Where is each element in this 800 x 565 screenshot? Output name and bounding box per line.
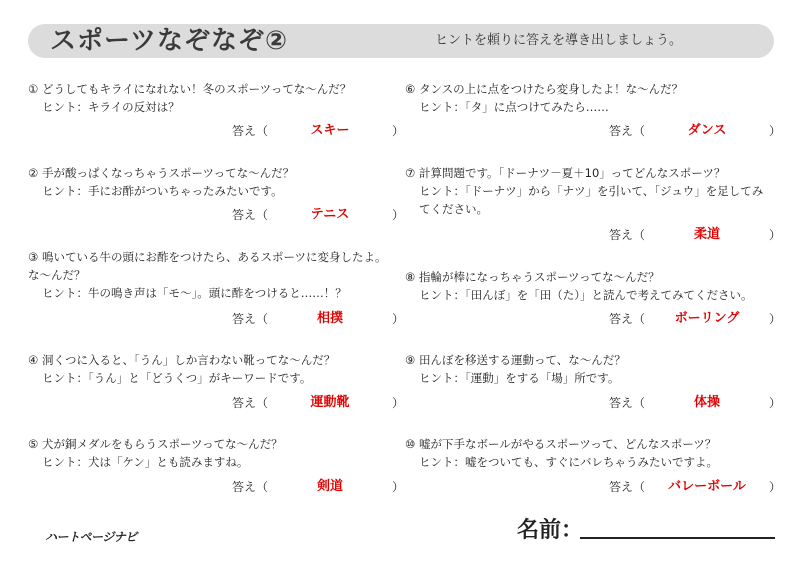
answer-value: 柔道 xyxy=(693,227,720,242)
question-text: ⑤ 犬が銅メダルをもらうスポーツってな〜んだ？ xyxy=(28,437,283,451)
answer-row xyxy=(405,478,782,496)
answer-row xyxy=(405,310,782,328)
answer-value: ボーリング xyxy=(674,311,740,326)
question-text: ⑦ 計算問題です。「ドーナツ－夏＋10」ってどんなスポーツ？ xyxy=(405,166,726,180)
question-5 xyxy=(28,435,405,494)
answer-close: ） xyxy=(769,480,782,494)
site-logo: ハートページナビ xyxy=(45,530,137,544)
question-hint: ヒント：手にお酢がついちゃったみたいです。 xyxy=(42,184,283,198)
answer-close: ） xyxy=(392,208,405,222)
answer-label: 答え（ xyxy=(609,396,646,410)
question-text: ③ 鳴いている牛の頭にお酢をつけたら、あるスポーツに変身したよ。な〜んだ？ xyxy=(28,250,387,282)
answer-close: ） xyxy=(392,312,405,326)
answer-label: 答え（ xyxy=(609,480,646,494)
answer-row xyxy=(28,394,405,412)
question-hint: ヒント：「タ」に点つけてみたら…… xyxy=(419,100,609,114)
question-2 xyxy=(28,164,405,222)
question-7 xyxy=(405,164,782,242)
name-label: 名前： xyxy=(517,518,584,543)
answer-label: 答え（ xyxy=(232,124,269,138)
answer-value: 相撲 xyxy=(316,311,343,326)
answer-row xyxy=(28,122,405,140)
page-title: スポーツなぞなぞ② xyxy=(50,26,288,56)
answer-row xyxy=(28,206,405,224)
title-banner xyxy=(28,24,774,58)
question-text: ⑩ 嘘が下手なボールがやるスポーツって、どんなスポーツ？ xyxy=(405,437,717,451)
answer-close: ） xyxy=(769,228,782,242)
answer-row xyxy=(405,394,782,412)
question-hint: ヒント：キライの反対は？ xyxy=(42,100,180,114)
answer-value: ダンス xyxy=(687,123,727,138)
question-6 xyxy=(405,80,782,138)
answer-value: スキー xyxy=(310,123,350,138)
answer-label: 答え（ xyxy=(232,480,269,494)
answer-label: 答え（ xyxy=(232,208,269,222)
answer-close: ） xyxy=(392,124,405,138)
question-hint: ヒント：嘘をついても、すぐにバレちゃうみたいですよ。 xyxy=(419,455,718,469)
answer-label: 答え（ xyxy=(609,312,646,326)
question-10 xyxy=(405,435,782,494)
question-hint: ヒント：「うん」と「どうくつ」がキーワードです。 xyxy=(42,371,312,385)
answer-close: ） xyxy=(392,480,405,494)
answer-value: 運動靴 xyxy=(310,395,350,410)
answer-label: 答え（ xyxy=(609,124,646,138)
answer-label: 答え（ xyxy=(609,228,646,242)
answer-value: 剣道 xyxy=(316,479,343,494)
question-text: ⑥ タンスの上に点をつけたら変身したよ！な〜んだ？ xyxy=(405,82,684,96)
answer-label: 答え（ xyxy=(232,312,269,326)
question-hint: ヒント：牛の鳴き声は「モ〜」。頭に酢をつけると……！？ xyxy=(42,286,347,300)
question-hint: ヒント：「運動」をする「場」所です。 xyxy=(419,371,620,385)
question-1 xyxy=(28,80,405,138)
answer-value: テニス xyxy=(310,207,350,222)
question-hint: ヒント：犬は「ケン」とも読みますね。 xyxy=(42,455,249,469)
answer-close: ） xyxy=(392,396,405,410)
answer-row xyxy=(405,122,782,140)
name-write-line xyxy=(580,537,775,539)
question-8 xyxy=(405,268,782,326)
answer-row xyxy=(405,226,782,244)
question-text: ① どうしてもキライになれない！冬のスポーツってな〜んだ？ xyxy=(28,82,352,96)
answer-value: 体操 xyxy=(693,395,720,410)
question-text: ⑨ 田んぼを移送する運動って、な〜んだ？ xyxy=(405,353,626,367)
question-text: ④ 洞くつに入ると、「うん」しか言わない靴ってな〜んだ？ xyxy=(28,353,336,367)
answer-row xyxy=(28,478,405,496)
question-9 xyxy=(405,351,782,410)
answer-row xyxy=(28,310,405,328)
question-3 xyxy=(28,248,405,326)
question-hint: ヒント：「田んぼ」を「田（た）」と読んで考えてみてください。 xyxy=(419,288,753,302)
answer-close: ） xyxy=(769,312,782,326)
answer-value: バレーボール xyxy=(668,479,746,494)
question-hint: ヒント：「ドーナツ」から「ナツ」を引いて、「ジュウ」を足してみてください。 xyxy=(419,184,764,216)
answer-close: ） xyxy=(769,396,782,410)
question-4 xyxy=(28,351,405,410)
instruction-text: ヒントを頼りに答えを導き出しましょう。 xyxy=(434,33,682,48)
question-text: ⑧ 指輪が棒になっちゃうスポーツってな〜んだ？ xyxy=(405,270,660,284)
answer-label: 答え（ xyxy=(232,396,269,410)
question-text: ② 手が酸っぱくなっちゃうスポーツってな〜んだ？ xyxy=(28,166,295,180)
answer-close: ） xyxy=(769,124,782,138)
